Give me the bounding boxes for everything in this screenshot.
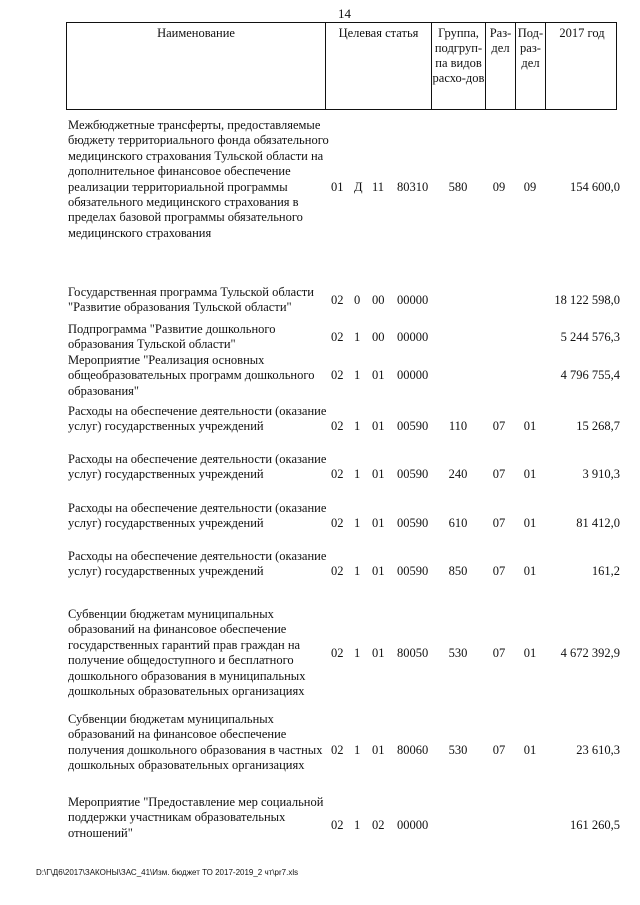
code-direction: 00590	[397, 564, 429, 579]
row-name: Мероприятие "Реализация основных общеобразовательных программ дошкольного образования"	[68, 353, 315, 398]
header-name: Наименование	[67, 23, 326, 109]
section-code: 07	[492, 467, 506, 482]
row-name: Расходы на обеспечение деятельности (оказание услуг) государственных учреждений	[68, 549, 327, 579]
footer-path: D:\Г\Д6\2017\ЗАКОНЫ\ЗАС_41\Изм. бюджет ТО 2017-2019_2 чт\pr7.xls	[36, 868, 299, 877]
code-direction: 00590	[397, 419, 429, 434]
code-direction: 00590	[397, 467, 429, 482]
code-direction: 00000	[397, 292, 429, 307]
header-group: Группа, подгруп-па видов расхо-дов	[432, 23, 486, 109]
row-name: Субвенции бюджетам муниципальных образований на финансовое обеспечение получения дошкольного образования в частных дошкольных образовательных организациях	[68, 712, 323, 773]
code-subprogram: 1	[354, 818, 361, 833]
subsection-code: 01	[523, 564, 537, 579]
section-code: 07	[492, 419, 506, 434]
code-direction: 00000	[397, 818, 429, 833]
code-program: 02	[331, 368, 344, 383]
amount-2017: 23 610,3	[576, 742, 620, 757]
code-main-event: 00	[372, 292, 385, 307]
amount-2017: 5 244 576,3	[560, 329, 620, 344]
code-direction: 80310	[397, 179, 429, 194]
page-number: 14	[338, 6, 351, 21]
row-name: Государственная программа Тульской области "Развитие образования Тульской области"	[68, 285, 314, 315]
code-program: 02	[331, 467, 344, 482]
table-row	[0, 404, 640, 450]
amount-2017: 154 600,0	[570, 179, 620, 194]
row-name: Расходы на обеспечение деятельности (оказание услуг) государственных учреждений	[68, 452, 327, 482]
amount-2017: 3 910,3	[582, 467, 620, 482]
code-direction: 00590	[397, 516, 429, 531]
subsection-code: 01	[523, 516, 537, 531]
code-subprogram: Д	[354, 179, 363, 194]
code-subprogram: 1	[354, 329, 361, 344]
row-name: Межбюджетные трансферты, предоставляемые бюджету территориального фонда обязательного медицинского страхования Тульской области на дополнительное финансовое обеспечение реализации территориальной программы обязательного медицинского страхования в пределах базовой программы обязательного медицинского страхования	[68, 118, 329, 240]
code-program: 01	[331, 179, 344, 194]
header-subsection: Под-раз-дел	[516, 23, 546, 109]
section-code: 07	[492, 564, 506, 579]
table-row	[0, 118, 640, 257]
code-direction: 80050	[397, 645, 429, 660]
section-code: 09	[492, 179, 506, 194]
subsection-code: 09	[523, 179, 537, 194]
code-subprogram: 1	[354, 467, 361, 482]
code-main-event: 11	[372, 179, 385, 194]
code-main-event: 01	[372, 467, 385, 482]
code-subprogram: 0	[354, 292, 361, 307]
amount-2017: 4 672 392,9	[560, 645, 620, 660]
code-direction: 80060	[397, 742, 429, 757]
code-program: 02	[331, 564, 344, 579]
code-direction: 00000	[397, 329, 429, 344]
section-code: 07	[492, 516, 506, 531]
code-program: 02	[331, 516, 344, 531]
code-main-event: 00	[372, 329, 385, 344]
header-section: Раз-дел	[486, 23, 516, 109]
expense-group: 530	[448, 742, 468, 757]
subsection-code: 01	[523, 419, 537, 434]
code-subprogram: 1	[354, 564, 361, 579]
subsection-code: 01	[523, 645, 537, 660]
subsection-code: 01	[523, 467, 537, 482]
code-main-event: 01	[372, 742, 385, 757]
code-subprogram: 1	[354, 516, 361, 531]
code-program: 02	[331, 742, 344, 757]
code-subprogram: 1	[354, 368, 361, 383]
code-subprogram: 1	[354, 419, 361, 434]
expense-group: 110	[448, 419, 468, 434]
expense-group: 580	[448, 179, 468, 194]
table-row	[0, 353, 640, 399]
expense-group: 530	[448, 645, 468, 660]
row-name: Расходы на обеспечение деятельности (оказание услуг) государственных учреждений	[68, 501, 327, 531]
code-main-event: 02	[372, 818, 385, 833]
table-row	[0, 549, 640, 595]
row-name: Расходы на обеспечение деятельности (оказание услуг) государственных учреждений	[68, 404, 327, 434]
expense-group: 240	[448, 467, 468, 482]
code-main-event: 01	[372, 645, 385, 660]
expense-group: 610	[448, 516, 468, 531]
code-main-event: 01	[372, 516, 385, 531]
section-code: 07	[492, 742, 506, 757]
table-row	[0, 285, 640, 316]
code-direction: 00000	[397, 368, 429, 383]
table-row	[0, 607, 640, 699]
amount-2017: 18 122 598,0	[554, 292, 620, 307]
table-row	[0, 322, 640, 353]
table-header	[66, 22, 617, 110]
code-program: 02	[331, 645, 344, 660]
expense-group: 850	[448, 564, 468, 579]
code-main-event: 01	[372, 419, 385, 434]
subsection-code: 01	[523, 742, 537, 757]
code-program: 02	[331, 329, 344, 344]
code-program: 02	[331, 292, 344, 307]
row-name: Мероприятие "Предоставление мер социальной поддержки участникам образовательных отношений"	[68, 795, 324, 840]
amount-2017: 15 268,7	[576, 419, 620, 434]
amount-2017: 161,2	[591, 564, 620, 579]
code-subprogram: 1	[354, 742, 361, 757]
code-main-event: 01	[372, 368, 385, 383]
code-program: 02	[331, 419, 344, 434]
amount-2017: 4 796 755,4	[560, 368, 620, 383]
row-name: Подпрограмма "Развитие дошкольного образования Тульской области"	[68, 322, 276, 352]
table-row	[0, 712, 640, 789]
header-target: Целевая статья	[326, 23, 432, 109]
table-row	[0, 452, 640, 498]
code-subprogram: 1	[354, 645, 361, 660]
table-row	[0, 501, 640, 547]
amount-2017: 161 260,5	[570, 818, 620, 833]
code-program: 02	[331, 818, 344, 833]
row-name: Субвенции бюджетам муниципальных образований на финансовое обеспечение государственных гарантий прав граждан на получение общедоступного и бесплатного дошкольного образования в муниципальных дошкольных образовательных организациях	[68, 607, 306, 699]
header-year: 2017 год	[559, 26, 605, 40]
code-main-event: 01	[372, 564, 385, 579]
table-row	[0, 795, 640, 841]
amount-2017: 81 412,0	[576, 516, 620, 531]
section-code: 07	[492, 645, 506, 660]
